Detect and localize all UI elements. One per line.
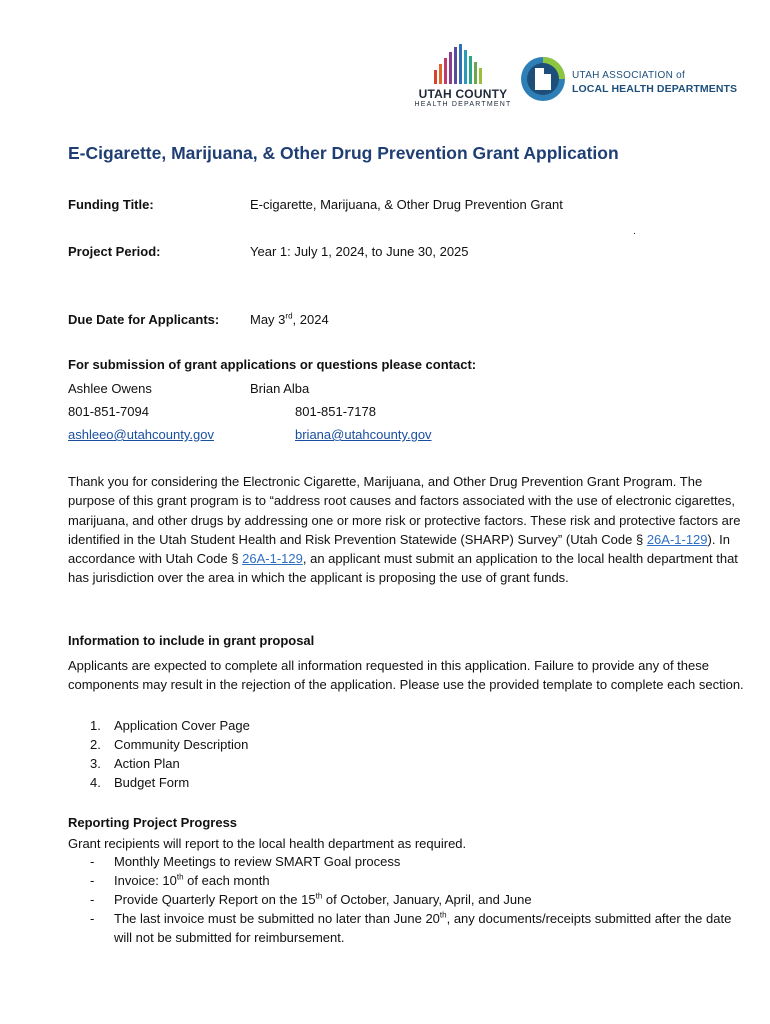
ualhd-logo bbox=[520, 56, 740, 108]
contact-email-1[interactable]: ashleeo@utahcounty.gov bbox=[68, 427, 214, 442]
utah-state-badge-icon bbox=[520, 56, 566, 102]
list-item: 1. Application Cover Page bbox=[90, 718, 250, 733]
utah-county-name: UTAH COUNTY bbox=[418, 87, 508, 101]
list-item: 4. Budget Form bbox=[90, 775, 190, 790]
contact-phone-1: 801-851-7094 bbox=[68, 404, 149, 419]
document-title: E-Cigarette, Marijuana, & Other Drug Prevention Grant Application bbox=[68, 143, 619, 163]
utah-code-link-1[interactable]: 26A-1-129 bbox=[646, 531, 708, 547]
proposal-paragraph: Applicants are expected to complete all information requested in this application. Failure to provide any of these components may result in the rejection of the application. Please use the provided template to complete each section. bbox=[68, 658, 744, 693]
project-period-label: Project Period: bbox=[68, 244, 161, 259]
contact-heading: For submission of grant applications or questions please contact: bbox=[68, 357, 477, 372]
funding-title-value: E-cigarette, Marijuana, & Other Drug Prevention Grant bbox=[250, 197, 563, 212]
contact-phone-2: 801-851-7178 bbox=[295, 404, 376, 419]
reporting-list bbox=[68, 852, 748, 947]
utah-code-link-2[interactable]: 26A-1-129 bbox=[242, 551, 303, 567]
skyline-bars-icon bbox=[432, 44, 494, 86]
list-item: 2. Community Description bbox=[90, 737, 249, 752]
project-period-value: Year 1: July 1, 2024, to June 30, 2025 bbox=[250, 244, 469, 259]
due-date-label: Due Date for Applicants: bbox=[68, 312, 220, 327]
list-item: - Provide Quarterly Report on the 15th of October, January, April, and June bbox=[90, 891, 532, 907]
reporting-heading: Reporting Project Progress bbox=[68, 815, 238, 830]
funding-title-label: Funding Title: bbox=[68, 197, 154, 212]
utah-county-subtitle: HEALTH DEPARTMENT bbox=[414, 101, 512, 108]
contact-email-2[interactable]: briana@utahcounty.gov bbox=[295, 427, 432, 442]
contact-name-1: Ashlee Owens bbox=[68, 381, 152, 396]
utah-county-logo bbox=[412, 44, 514, 108]
ualhd-line-1: UTAH ASSOCIATION of bbox=[572, 70, 686, 81]
stray-dot: . bbox=[633, 226, 636, 237]
intro-paragraph: Thank you for considering the Electronic Cigarette, Marijuana, and Other Drug Prevention Grant Program. The purpose of this grant program is to “address root causes and factors associated with the use of electronic cigarettes, marijuana, and other drugs by addressing one or more risk or protective factors. These risk and protective factors are identified in the Utah Student Health and Risk Prevention Statewide (SHARP) Survey” (Utah Code § 26A-1-129). In accordance with Utah Code § 26A-1-129, an applicant must submit an application to the local health department that has jurisdiction over the area in which the applicant is proposing the use of grant funds. bbox=[68, 474, 741, 586]
list-item: 3. Action Plan bbox=[90, 756, 180, 771]
due-date-value: May 3rd, 2024 bbox=[250, 311, 329, 327]
list-item: - Monthly Meetings to review SMART Goal process bbox=[90, 854, 401, 869]
list-item: - The last invoice must be submitted no later than June 20th, any documents/receipts submitted after the date will not be submitted for reimbursement. bbox=[90, 910, 732, 945]
reporting-paragraph: Grant recipients will report to the local health department as required. bbox=[68, 836, 467, 851]
contact-name-2: Brian Alba bbox=[250, 381, 310, 396]
ualhd-line-2: LOCAL HEALTH DEPARTMENTS bbox=[572, 83, 738, 95]
list-item: - Invoice: 10th of each month bbox=[90, 872, 270, 888]
proposal-heading: Information to include in grant proposal bbox=[68, 633, 315, 648]
proposal-items-list bbox=[68, 716, 250, 792]
